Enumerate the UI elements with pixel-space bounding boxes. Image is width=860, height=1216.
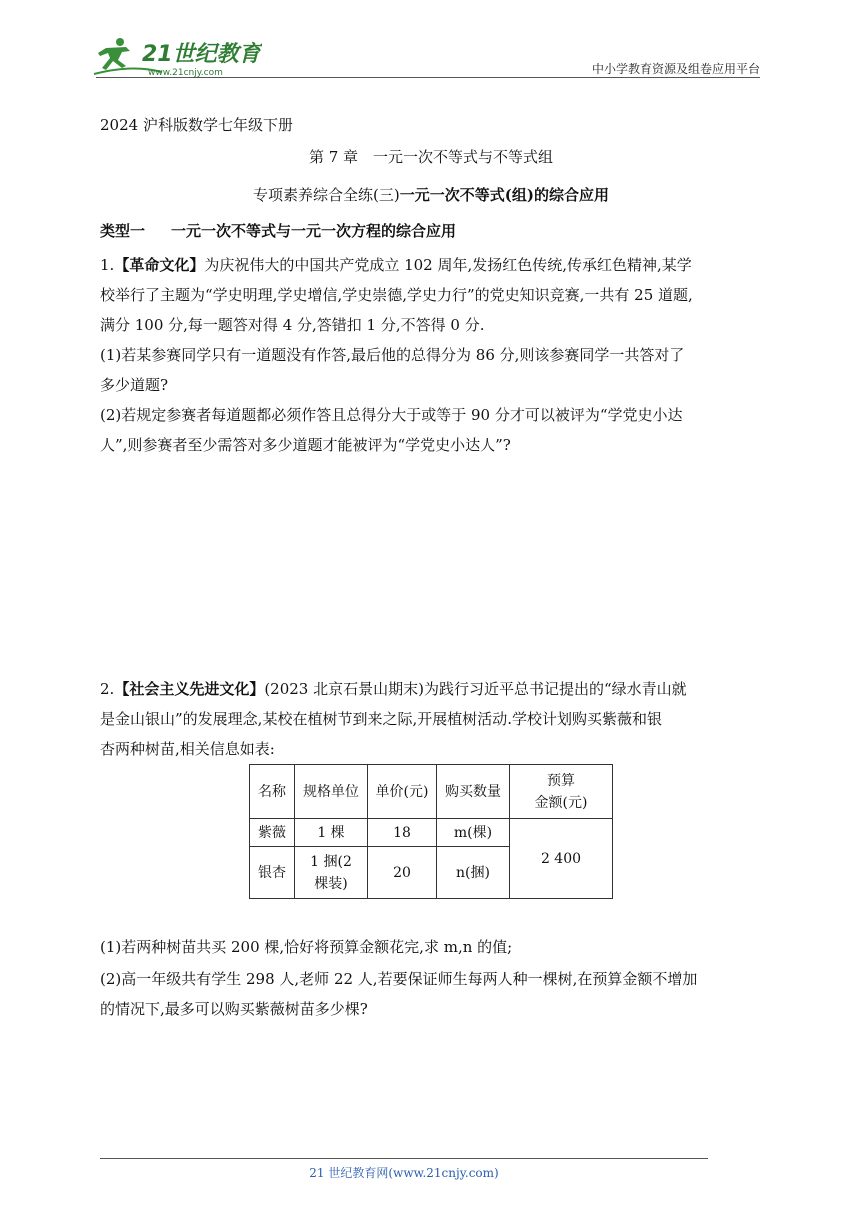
question-1-part-1-line: (1)若某参赛同学只有一道题没有作答,最后他的总得分为 86 分,则该参赛同学一共答对了 [100,346,685,364]
table-cell-line: 棵装) [314,875,348,892]
type-title-label: 类型一 [100,222,146,240]
question-2-stem [100,674,762,764]
question-2-part-2-line: (2)高一年级共有学生 298 人,老师 22 人,若要保证师生每两人种一棵树,在预算金额不增加 [100,970,698,988]
table-cell: 银杏 [250,847,295,899]
question-2-part-2-line: 的情况下,最多可以购买紫薇树苗多少棵? [100,1000,368,1018]
question-2-number: 2. [100,680,115,698]
budget-header-line: 金额(元) [534,794,588,811]
brand-logo [92,34,262,78]
question-1-part-2 [100,400,762,460]
table-cell-line: 1 捆(2 [310,853,352,870]
table-cell: 1 棵 [295,819,368,847]
logo-text: 21世纪教育 [142,42,261,67]
table-header-row [250,765,613,819]
question-2-tag: 【社会主义先进文化】 [114,680,265,698]
table-header-cell [510,765,613,819]
question-1-stem [100,250,762,340]
question-1-line: 满分 100 分,每一题答对得 4 分,答错扣 1 分,不答得 0 分. [100,316,485,334]
table-cell: 20 [368,847,437,899]
question-2-part-1: (1)若两种树苗共买 200 棵,恰好将预算金额花完,求 m,n 的值; [100,938,513,956]
question-1-part-1 [100,340,762,400]
question-1-tag: 【革命文化】 [114,256,205,274]
type-title-text: 一元一次不等式与一元一次方程的综合应用 [171,222,457,240]
question-1-part-1-line: 多少道题? [100,376,169,394]
question-1-part-2-line: 人”,则参赛者至少需答对多少道题才能被评为“学党史小达人”? [100,436,511,454]
table-row [250,819,613,847]
question-2-part-2 [100,964,762,1024]
table-cell: n(捆) [437,847,510,899]
book-title: 2024 沪科版数学七年级下册 [100,116,293,134]
table-cell: m(棵) [437,819,510,847]
page-header [92,30,760,80]
table-cell [295,847,368,899]
table-header-cell: 规格单位 [295,765,368,819]
footer-divider [100,1158,708,1159]
header-divider [96,77,760,78]
budget-header-line: 预算 [547,772,575,789]
question-2-line: (2023 北京石景山期末)为践行习近平总书记提出的“绿水青山就 [264,680,687,698]
question-1-number: 1. [100,256,115,274]
question-1-part-2-line: (2)若规定参赛者每道题都必须作答且总得分大于或等于 90 分才可以被评为“学党史小达 [100,406,683,424]
question-2-line: 杏两种树苗,相关信息如表: [100,740,275,758]
type-title [100,220,456,241]
section-title [100,184,762,205]
platform-label: 中小学教育资源及组卷应用平台 [591,62,760,76]
question-1-line: 为庆祝伟大的中国共产党成立 102 周年,发扬红色传统,传承红色精神,某学 [204,256,692,274]
logo-url: www.21cnjy.com [148,68,223,78]
table-header-cell: 购买数量 [437,765,510,819]
table-cell: 18 [368,819,437,847]
question-2-line: 是金山银山”的发展理念,某校在植树节到来之际,开展植树活动.学校计划购买紫薇和银 [100,710,662,728]
table-cell: 紫薇 [250,819,295,847]
table-header-cell: 名称 [250,765,295,819]
section-title-bold: 一元一次不等式(组)的综合应用 [399,186,609,204]
question-1-line: 校举行了主题为“学史明理,学史增信,学史崇德,学史力行”的党史知识竞赛,一共有 25 道题, [100,286,693,304]
section-title-prefix: 专项素养综合全练(三) [253,186,400,204]
table-header-cell: 单价(元) [368,765,437,819]
tree-info-table [249,764,613,899]
budget-cell: 2 400 [510,819,613,899]
footer-link[interactable]: 21 世纪教育网(www.21cnjy.com) [309,1166,499,1180]
chapter-title: 第 7 章 一元一次不等式与不等式组 [308,148,554,166]
